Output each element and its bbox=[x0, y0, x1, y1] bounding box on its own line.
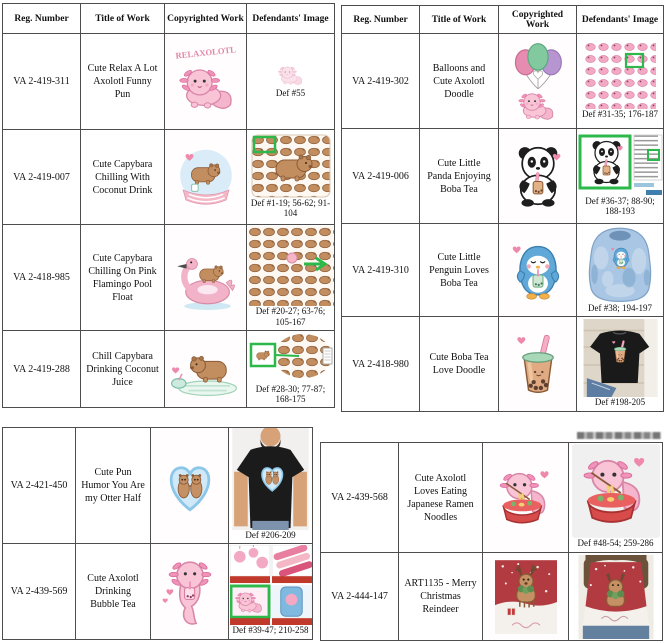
penguin-boba-artwork bbox=[506, 238, 570, 302]
defendants-image-cell bbox=[569, 443, 663, 553]
defendant-caption: Def #1-19; 56-62; 91-104 bbox=[250, 197, 331, 218]
title-cell: Cute Capybara Chilling On Pink Flamingo Pool Float bbox=[81, 225, 165, 331]
otter-heart-artwork bbox=[158, 458, 222, 514]
defendants-image-cell bbox=[247, 331, 335, 408]
reindeer-sweater-photo bbox=[576, 555, 656, 639]
axolotl-ramen-sticker-image bbox=[572, 444, 660, 538]
defendant-caption: Def #38; 194-197 bbox=[588, 302, 652, 313]
capybara-sticker-grid-with-arrow bbox=[248, 226, 334, 306]
defendant-caption: Def #48-54; 259-286 bbox=[577, 538, 654, 549]
defendants-image-cell bbox=[247, 34, 335, 130]
copyrighted-work-cell bbox=[165, 225, 247, 331]
reg-number-cell: VA 2-439-569 bbox=[3, 544, 76, 640]
defendant-caption: Def #20-27; 63-76; 105-167 bbox=[255, 306, 326, 327]
reg-number-cell: VA 2-419-311 bbox=[3, 34, 81, 130]
reg-number-cell: VA 2-439-568 bbox=[321, 443, 399, 553]
man-black-tshirt-otter-heart-photo bbox=[229, 428, 312, 530]
header-defendants-image: Defendants' Image bbox=[247, 4, 335, 34]
reg-number-cell: VA 2-421-450 bbox=[3, 428, 76, 544]
defendants-image-cell bbox=[247, 225, 335, 331]
header-row bbox=[342, 6, 664, 34]
title-cell: Balloons and Cute Axolotl Doodle bbox=[420, 34, 499, 129]
christmas-reindeer-card-artwork bbox=[495, 558, 557, 636]
defendants-image-cell bbox=[577, 317, 664, 412]
reg-number-cell: VA 2-419-288 bbox=[3, 331, 81, 408]
table-top-left bbox=[2, 3, 335, 408]
panda-boba-artwork bbox=[507, 144, 569, 208]
small-faint-axolotl-image bbox=[276, 62, 306, 88]
copyrighted-work-cell bbox=[499, 129, 577, 224]
header-reg-number: Reg. Number bbox=[342, 6, 420, 34]
table-row bbox=[342, 317, 664, 412]
reg-number-cell: VA 2-419-310 bbox=[342, 224, 420, 317]
defendants-image-cell bbox=[577, 34, 664, 129]
axolotl-product-collage-highlighted bbox=[230, 545, 312, 625]
header-copyrighted-work: Copyrighted Work bbox=[499, 6, 577, 34]
defendant-caption: Def #55 bbox=[275, 88, 306, 99]
table-row bbox=[342, 129, 664, 224]
table-bottom-right bbox=[320, 442, 663, 641]
table-top-right bbox=[341, 5, 664, 412]
blue-hoodie-penguin-photo bbox=[578, 225, 662, 303]
copyrighted-work-cell bbox=[483, 443, 569, 553]
table-row bbox=[3, 428, 313, 544]
axolotl-sticker-grid-highlighted bbox=[584, 41, 656, 109]
title-cell: Cute Little Panda Enjoying Boba Tea bbox=[420, 129, 499, 224]
header-title-of-work: Title of Work bbox=[81, 4, 165, 34]
title-cell: Chill Capybara Drinking Coconut Juice bbox=[81, 331, 165, 408]
title-cell: Cute Capybara Chilling With Coconut Drink bbox=[81, 130, 165, 225]
defendants-image-cell bbox=[247, 130, 335, 225]
defendant-caption: Def #198-205 bbox=[594, 396, 646, 407]
header-title-of-work: Title of Work bbox=[420, 6, 499, 34]
defendant-caption: Def #28-30; 77-87; 168-175 bbox=[255, 383, 326, 404]
reg-number-cell: VA 2-419-006 bbox=[342, 129, 420, 224]
title-cell: Cute Relax A Lot Axolotl Funny Pun bbox=[81, 34, 165, 130]
defendant-caption: Def #36-37; 88-90; 188-193 bbox=[585, 195, 655, 216]
capybara-sticker-pile-highlighted bbox=[249, 332, 333, 384]
copyrighted-work-cell bbox=[165, 331, 247, 408]
title-cell: ART1135 - Merry Christmas Reindeer bbox=[399, 553, 483, 641]
capybara-picnic-artwork bbox=[170, 144, 242, 210]
defendant-caption: Def #31-35; 176-187 bbox=[582, 108, 658, 119]
table-row bbox=[342, 224, 664, 317]
reg-number-cell: VA 2-419-302 bbox=[342, 34, 420, 129]
reg-number-cell: VA 2-419-007 bbox=[3, 130, 81, 225]
capybara-sticker-collage-highlighted bbox=[251, 134, 331, 198]
reg-number-cell: VA 2-444-147 bbox=[321, 553, 399, 641]
table-row bbox=[321, 443, 663, 553]
copyrighted-work-cell bbox=[499, 317, 577, 412]
table-row bbox=[321, 553, 663, 641]
relaxolotl-axolotl-artwork bbox=[167, 37, 245, 127]
title-cell: Cute Little Penguin Loves Boba Tea bbox=[420, 224, 499, 317]
defendants-image-cell bbox=[569, 553, 663, 641]
table-row bbox=[3, 34, 335, 130]
axolotl-bubble-tea-artwork bbox=[159, 555, 221, 629]
table-row bbox=[3, 225, 335, 331]
table-row bbox=[3, 331, 335, 408]
table-row bbox=[342, 34, 664, 129]
copyrighted-work-cell bbox=[483, 553, 569, 641]
copyrighted-work-cell bbox=[499, 34, 577, 129]
black-tshirt-boba-photo bbox=[578, 319, 663, 397]
defendants-image-cell bbox=[577, 224, 664, 317]
header-row bbox=[3, 4, 335, 34]
panda-product-listing-highlighted bbox=[578, 134, 663, 196]
table-row bbox=[3, 544, 313, 640]
defendant-caption: Def #206-209 bbox=[245, 530, 296, 541]
table-row bbox=[3, 130, 335, 225]
defendant-caption: Def #39-47; 210-258 bbox=[232, 625, 309, 636]
copyrighted-work-cell bbox=[151, 544, 229, 640]
balloons-axolotl-artwork bbox=[503, 40, 573, 122]
defendants-image-cell bbox=[229, 544, 313, 640]
copyrighted-work-cell bbox=[165, 130, 247, 225]
defendants-image-cell bbox=[229, 428, 313, 544]
copyrighted-work-cell bbox=[499, 224, 577, 317]
title-cell: Cute Boba Tea Love Doodle bbox=[420, 317, 499, 412]
title-cell: Cute Axolotl Loves Eating Japanese Ramen Noodles bbox=[399, 443, 483, 553]
header-defendants-image: Defendants' Image bbox=[577, 6, 664, 34]
boba-tea-heart-artwork bbox=[509, 330, 567, 398]
defendants-image-cell bbox=[577, 129, 664, 224]
capybara-flamingo-float-artwork bbox=[167, 242, 245, 314]
svg-text:RELAXOLOTL: RELAXOLOTL bbox=[174, 43, 236, 61]
title-cell: Cute Pun Humor You Are my Otter Half bbox=[76, 428, 151, 544]
table-bottom-left bbox=[2, 427, 313, 640]
header-reg-number: Reg. Number bbox=[3, 4, 81, 34]
header-copyrighted-work: Copyrighted Work bbox=[165, 4, 247, 34]
title-cell: Cute Axolotl Drinking Bubble Tea bbox=[76, 544, 151, 640]
capybara-mat-coconut-artwork bbox=[166, 340, 246, 398]
cutoff-caption-strip bbox=[577, 429, 661, 441]
axolotl-ramen-artwork bbox=[492, 464, 560, 532]
reg-number-cell: VA 2-418-985 bbox=[3, 225, 81, 331]
reg-number-cell: VA 2-418-980 bbox=[342, 317, 420, 412]
copyrighted-work-cell bbox=[165, 34, 247, 130]
copyrighted-work-cell bbox=[151, 428, 229, 544]
